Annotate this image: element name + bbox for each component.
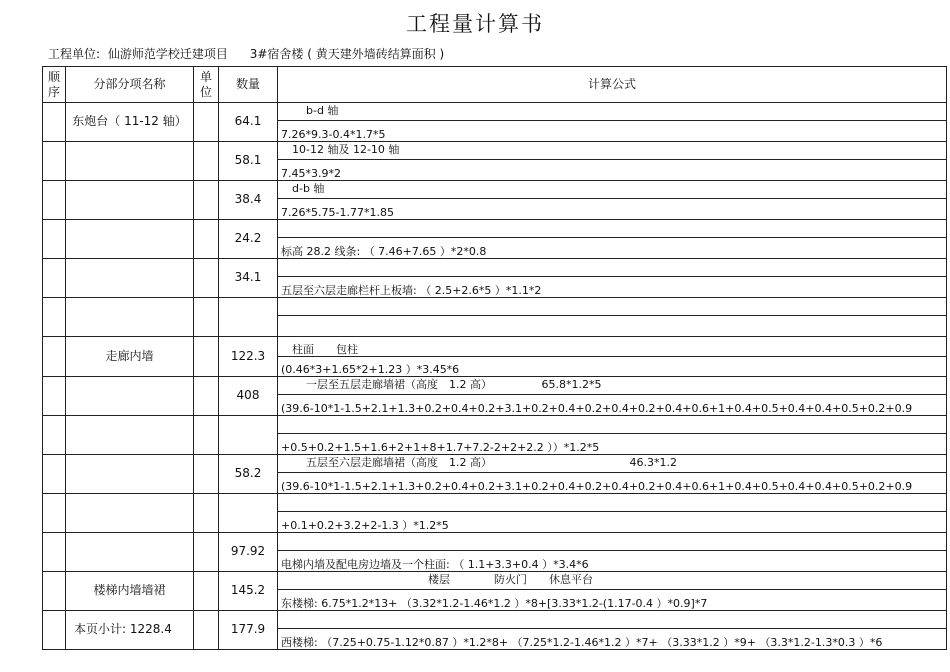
project-info xyxy=(48,45,448,62)
unit-cell xyxy=(194,142,219,181)
unit-cell xyxy=(194,455,219,494)
unit-cell xyxy=(194,533,219,572)
table-row xyxy=(43,298,947,316)
qty-cell: 64.1 xyxy=(219,103,278,142)
unit-cell xyxy=(194,337,219,377)
item-name-cell: 本页小计: 1228.4 xyxy=(66,611,194,650)
unit-cell xyxy=(194,220,219,259)
formula-line: 五层至六层走廊栏杆上板墙: （ 2.5+2.6*5 ）*1.1*2 xyxy=(278,277,947,298)
formula-line: 10-12 轴及 12-10 轴 xyxy=(278,142,947,160)
calculation-table xyxy=(42,66,947,650)
item-name-cell xyxy=(66,142,194,181)
item-name-cell xyxy=(66,181,194,220)
unit-cell xyxy=(194,377,219,416)
qty-cell: 24.2 xyxy=(219,220,278,259)
item-name-cell xyxy=(66,416,194,455)
formula-line xyxy=(278,494,947,512)
table-row xyxy=(43,103,947,121)
item-name-cell xyxy=(66,377,194,416)
header-formula: 计算公式 xyxy=(278,67,947,103)
seq-cell xyxy=(43,377,66,416)
project-building: 3#宿舍楼 ( 黄天建外墙砖结算面积 ) xyxy=(249,47,445,61)
qty-cell: 177.9 xyxy=(219,611,278,650)
item-name-cell xyxy=(66,220,194,259)
unit-cell xyxy=(194,416,219,455)
table-row xyxy=(43,416,947,434)
formula-line: 柱面 包柱 xyxy=(278,337,947,357)
formula-line: b-d 轴 xyxy=(278,103,947,121)
item-name-cell xyxy=(66,455,194,494)
qty-cell: 122.3 xyxy=(219,337,278,377)
project-unit-value: 仙游师范学校迁建项目 xyxy=(107,47,228,61)
item-name-cell: 东炮台（ 11-12 轴） xyxy=(66,103,194,142)
table-row xyxy=(43,494,947,512)
seq-cell xyxy=(43,259,66,298)
qty-cell: 38.4 xyxy=(219,181,278,220)
seq-cell xyxy=(43,298,66,337)
formula-line xyxy=(278,298,947,316)
seq-cell xyxy=(43,142,66,181)
formula-line: 7.45*3.9*2 xyxy=(278,160,947,181)
formula-line: (39.6-10*1-1.5+2.1+1.3+0.2+0.4+0.2+3.1+0.2+0.4+0.2+0.4+0.2+0.4+0.6+1+0.4+0.5+0.4+0.4+0.5+0.2+0.9 xyxy=(278,473,947,494)
formula-line: 一层至五层走廊墙裙（高度 1.2 高） 65.8*1.2*5 xyxy=(278,377,947,395)
page-title: 工程量计算书 xyxy=(406,12,544,36)
formula-line xyxy=(278,316,947,337)
item-name-cell xyxy=(66,533,194,572)
formula-line xyxy=(278,611,947,629)
header-qty: 数量 xyxy=(219,67,278,103)
formula-line xyxy=(278,533,947,551)
qty-cell: 145.2 xyxy=(219,572,278,611)
qty-cell: 97.92 xyxy=(219,533,278,572)
seq-cell xyxy=(43,337,66,377)
seq-cell xyxy=(43,416,66,455)
qty-cell xyxy=(219,494,278,533)
formula-line: d-b 轴 xyxy=(278,181,947,199)
item-name-cell xyxy=(66,494,194,533)
table-row xyxy=(43,259,947,277)
header-seq: 顺序 xyxy=(43,67,66,103)
seq-cell xyxy=(43,103,66,142)
formula-line: 电梯内墙及配电房边墙及一个柱面: （ 1.1+3.3+0.4 ）*3.4*6 xyxy=(278,551,947,572)
table-row xyxy=(43,572,947,590)
header-item: 分部分项名称 xyxy=(66,67,194,103)
project-unit-label: 工程单位: xyxy=(48,47,101,61)
table-row xyxy=(43,533,947,551)
formula-line: 7.26*5.75-1.77*1.85 xyxy=(278,199,947,220)
item-name-cell xyxy=(66,259,194,298)
item-name-cell xyxy=(66,298,194,337)
qty-cell: 408 xyxy=(219,377,278,416)
formula-line xyxy=(278,259,947,277)
formula-line xyxy=(278,220,947,238)
formula-line: +0.1+0.2+3.2+2-1.3 ）*1.2*5 xyxy=(278,512,947,533)
seq-cell xyxy=(43,455,66,494)
unit-cell xyxy=(194,611,219,650)
seq-cell xyxy=(43,572,66,611)
table-row xyxy=(43,455,947,473)
qty-cell: 58.2 xyxy=(219,455,278,494)
formula-line: (39.6-10*1-1.5+2.1+1.3+0.2+0.4+0.2+3.1+0.2+0.4+0.2+0.4+0.2+0.4+0.6+1+0.4+0.5+0.4+0.4+0.5+0.2+0.9 xyxy=(278,395,947,416)
formula-line: 7.26*9.3-0.4*1.7*5 xyxy=(278,121,947,142)
formula-line: 楼层 防火门 休息平台 xyxy=(278,572,947,590)
unit-cell xyxy=(194,259,219,298)
table-row xyxy=(43,377,947,395)
qty-cell: 34.1 xyxy=(219,259,278,298)
table-row xyxy=(43,611,947,629)
unit-cell xyxy=(194,298,219,337)
header-row xyxy=(43,67,947,103)
seq-cell xyxy=(43,494,66,533)
qty-cell xyxy=(219,298,278,337)
unit-cell xyxy=(194,181,219,220)
formula-line: (0.46*3+1.65*2+1.23 ）*3.45*6 xyxy=(278,357,947,377)
formula-line: +0.5+0.2+1.5+1.6+2+1+8+1.7+7.2-2+2+2.2 ））*1.2*5 xyxy=(278,434,947,455)
unit-cell xyxy=(194,494,219,533)
formula-line xyxy=(278,416,947,434)
item-name-cell: 走廊内墙 xyxy=(66,337,194,377)
unit-cell xyxy=(194,103,219,142)
formula-line: 标高 28.2 线条: （ 7.46+7.65 ）*2*0.8 xyxy=(278,238,947,259)
table-row xyxy=(43,181,947,199)
qty-cell xyxy=(219,416,278,455)
formula-line: 西楼梯: （7.25+0.75-1.12*0.87 ）*1.2*8+ （7.25*1.2-1.46*1.2 ）*7+ （3.33*1.2 ）*9+ （3.3*1.2-1.3*0.3 ）*6 xyxy=(278,629,947,650)
seq-cell xyxy=(43,533,66,572)
qty-cell: 58.1 xyxy=(219,142,278,181)
table-row xyxy=(43,337,947,357)
item-name-cell: 楼梯内墙墙裙 xyxy=(66,572,194,611)
formula-line: 东楼梯: 6.75*1.2*13+ （3.32*1.2-1.46*1.2 ）*8+[3.33*1.2-(1.17-0.4 ）*0.9]*7 xyxy=(278,590,947,611)
seq-cell xyxy=(43,611,66,650)
unit-cell xyxy=(194,572,219,611)
table-row xyxy=(43,220,947,238)
table-row xyxy=(43,142,947,160)
header-unit: 单位 xyxy=(194,67,219,103)
seq-cell xyxy=(43,220,66,259)
formula-line: 五层至六层走廊墙裙（高度 1.2 高） 46.3*1.2 xyxy=(278,455,947,473)
seq-cell xyxy=(43,181,66,220)
